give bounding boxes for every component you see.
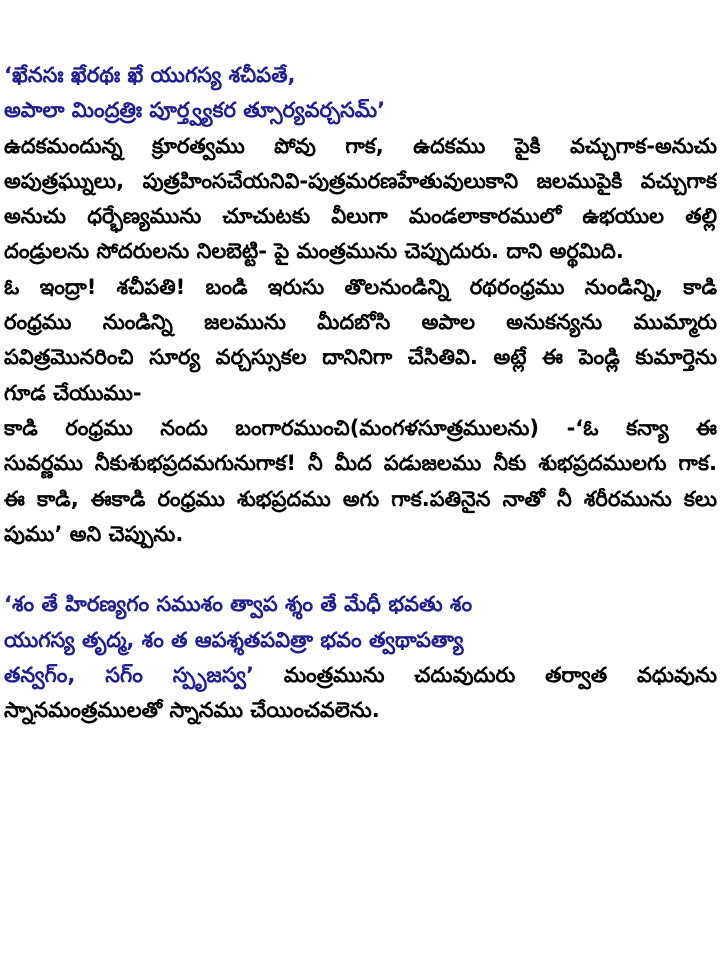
paragraph-4-verse-fragment: తన్వగ్ం, సగ్ం స్పృజస్వ’ <box>4 663 254 688</box>
paragraph-2-line-3: పవిత్రమొనరించి సూర్య వర్చస్సుకల దానినిగా చేసితివి. అట్లే ఈ పెండ్లి కుమార్తెను <box>4 345 717 370</box>
paragraph-1-line-2: అపుత్రఘ్నులు, పుత్రహింసచేయనివి-పుత్రమరణహేతువులుకాని జలముపైకి వచ్చుగాక <box>4 168 717 193</box>
paragraph-2-line-4: గూడ చేయుము- <box>4 380 142 405</box>
paragraph-1-line-3: అనుచు ధర్భేణ్యమును చూచుటకు వీలుగా మండలాకారములో ఉభయుల తల్లి <box>4 204 717 229</box>
paragraph-3-line-4: పుము’ అని చెప్పును. <box>4 521 184 546</box>
paragraph-2-line-1: ఓ ఇంద్రా! శచీపతి! బండి ఇరుసు తొలనుండిన్ని రథరంధ్రము నుండిన్ని, కాడి <box>4 274 717 299</box>
paragraph-4-line-2: స్నానమంత్రములతో స్నానము చేయించవలెను. <box>4 698 380 723</box>
paragraph-1-line-1: ఉదకమందున్న క్రూరత్వము పోవు గాక, ఉదకము పైకి వచ్చుగాక-అనుచు <box>4 133 717 158</box>
paragraph-3-line-2: సువర్ణము నీకుశుభప్రదమగునుగాక! నీ మీద పడుజలము నీకు శుభప్రదములగు గాక. <box>4 451 717 476</box>
paragraph-4-line-1-rest: మంత్రమును చదువుదురు తర్వాత వధువును <box>283 663 717 688</box>
blank-spacer <box>4 552 717 587</box>
verse-1-line-1: ‘ఖేనసః ఖేరథః ఖే యుగస్య శచీపతే, <box>4 63 296 87</box>
verse-2-line-2: యుగస్య తృద్మ, శం త ఆపశ్శతపవిత్రా భవం త్వథాపత్యా <box>4 627 464 652</box>
paragraph-3-line-3: ఈ కాడి, ఈకాడి రంధ్రము శుభప్రదము అగు గాక.పతినైన నాతో నీ శరీరమును కలు <box>4 486 717 511</box>
verse-2-line-1: ‘శం తే హిరణ్యగం సముశం త్వాప శ్శం తే మేధీ భవతు శం <box>4 592 473 617</box>
paragraph-2-line-2: రంధ్రము నుండిన్ని జలమును మీదబోసి అపాల అనుకన్యను ముమ్మారు <box>4 310 717 335</box>
paragraph-1-line-4: దండ్రులను సోదరులను నిలబెట్టి- పై మంత్రమును చెప్పుదురు. దాని అర్థమిది. <box>4 239 624 264</box>
paragraph-3-line-1: కాడి రంధ్రము నందు బంగారముంచి(మంగళసూత్రములను) -‘ఓ కన్యా ఈ <box>4 415 717 440</box>
verse-1-line-2: అపాలా మింద్రత్రిః పూర్త్వ్యకర త్సూర్యవర్చసమ్’ <box>4 98 386 123</box>
paragraph-4-line-1 <box>4 658 717 693</box>
